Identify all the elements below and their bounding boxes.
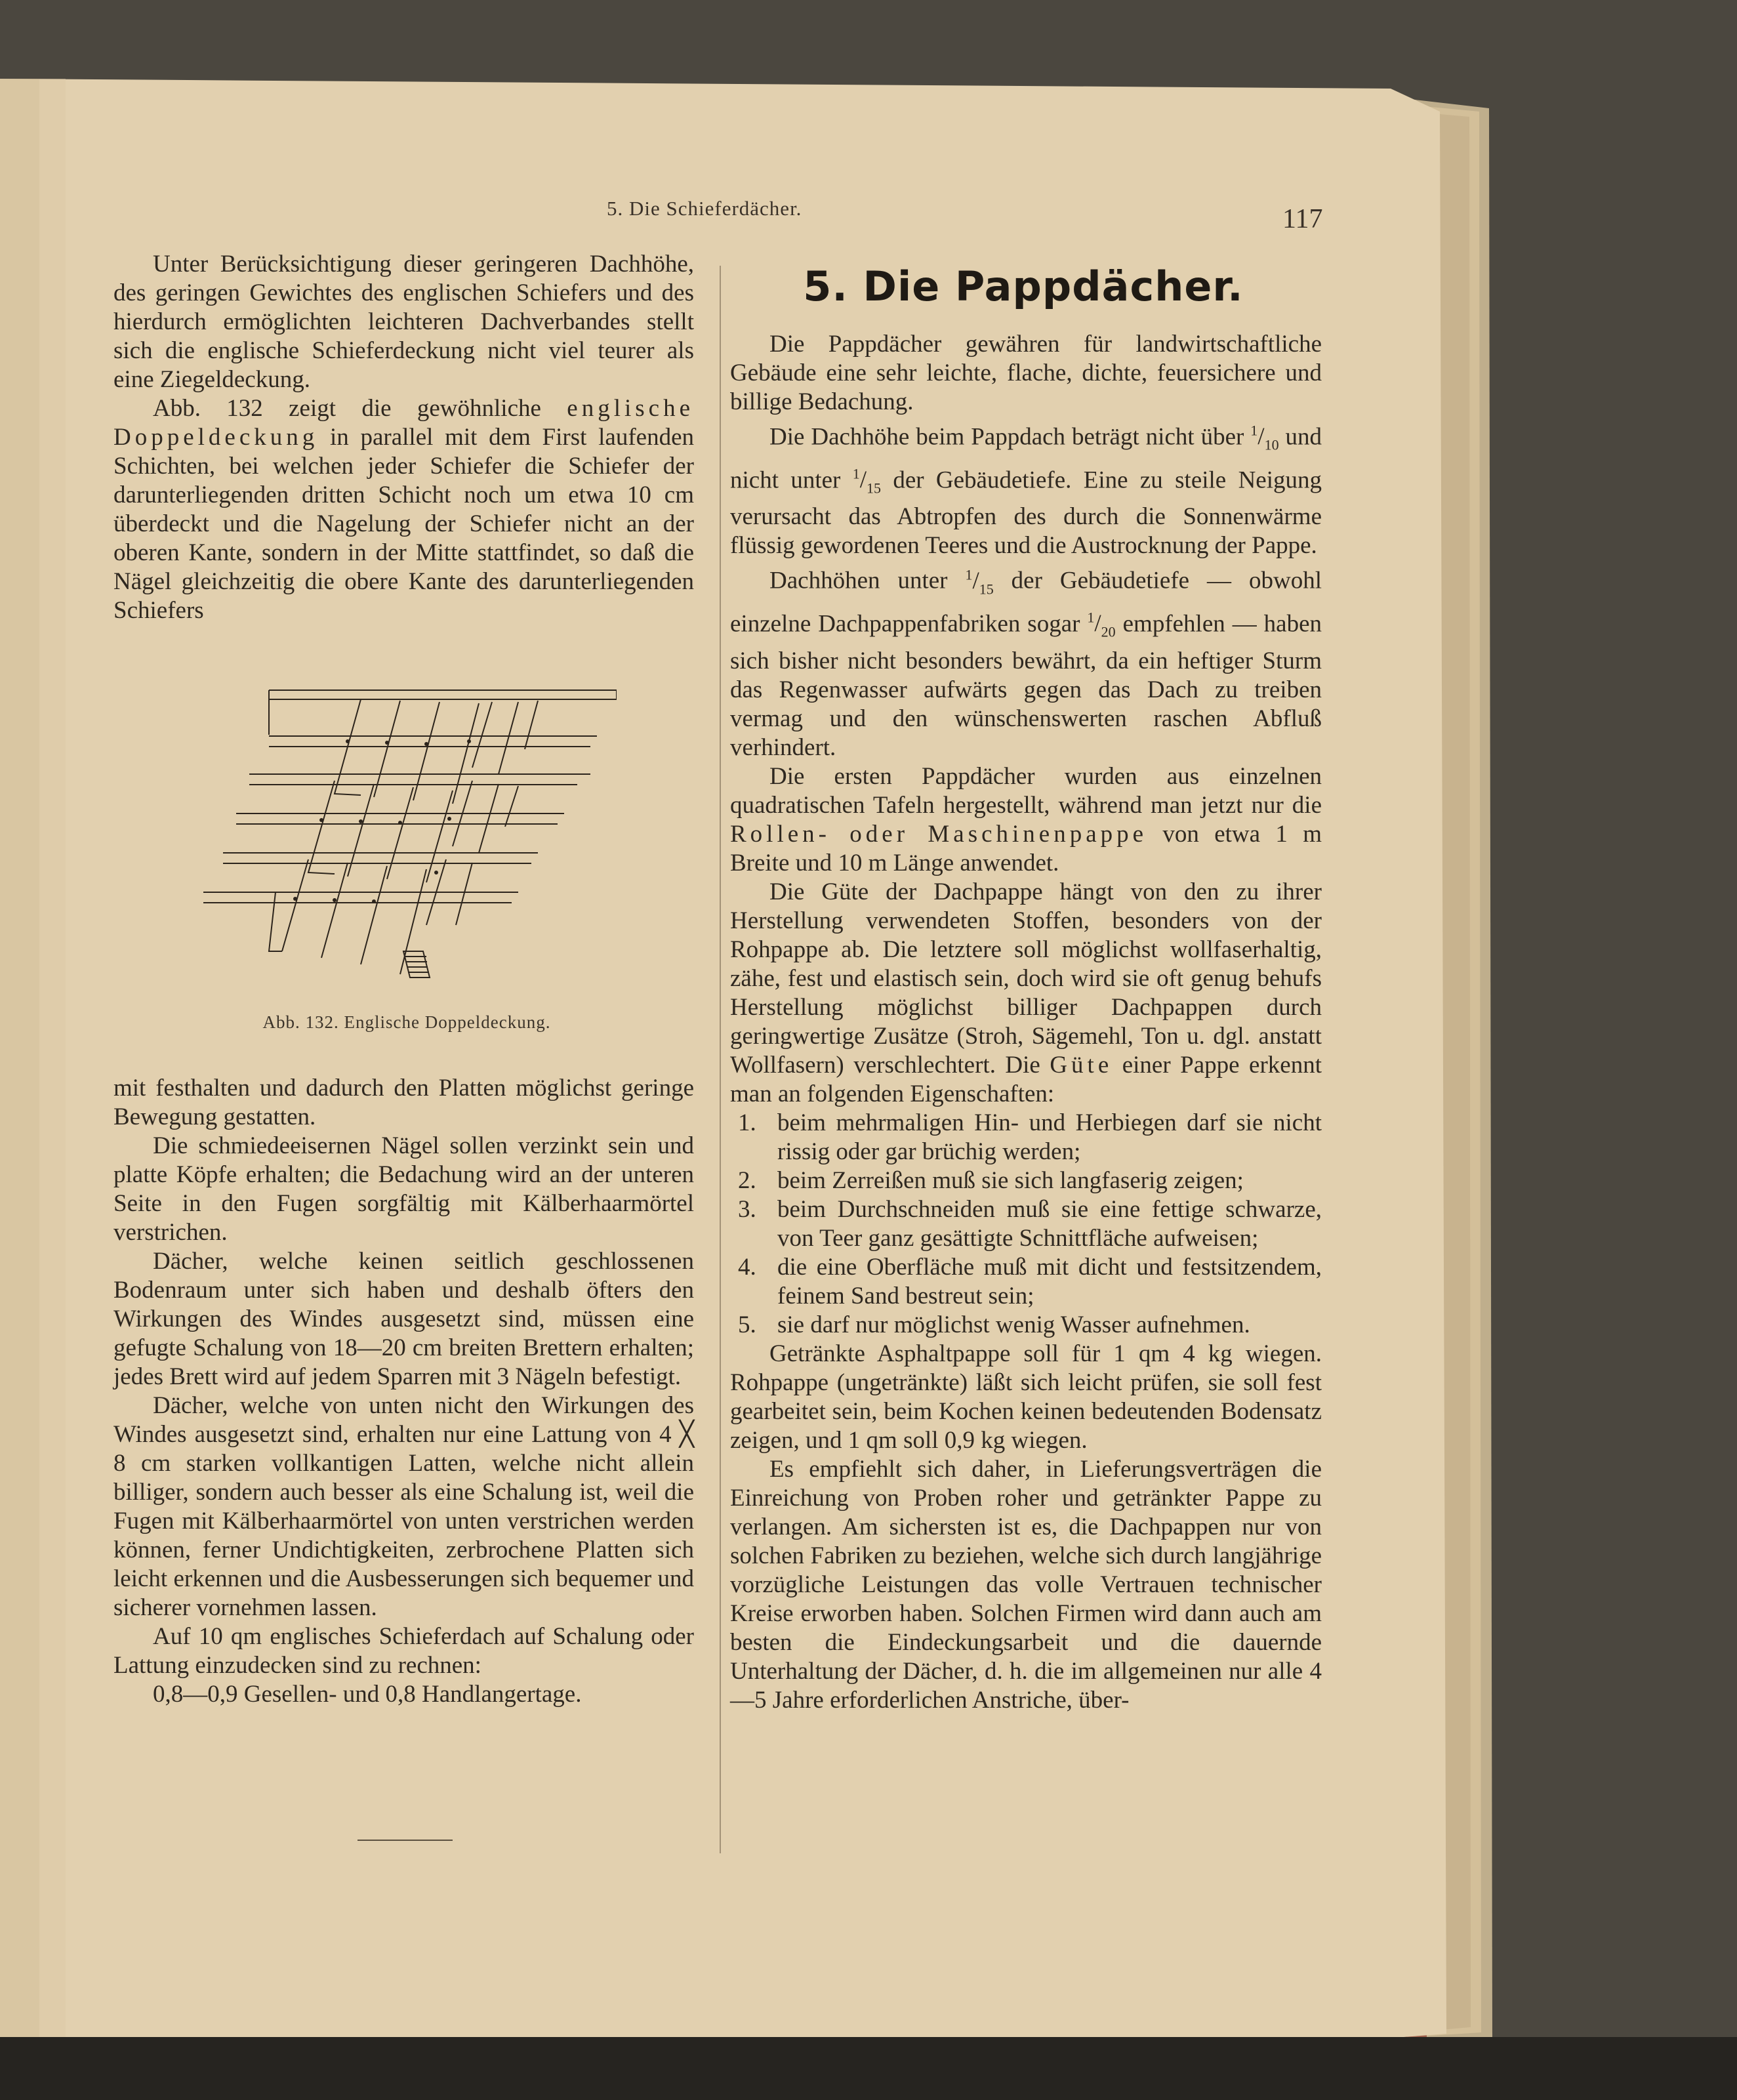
text-run: von etwa 1 m Breite und 10 m Länge anwendet. xyxy=(730,820,1322,876)
list-item xyxy=(738,1195,1322,1253)
fraction-denominator: 15 xyxy=(979,581,994,598)
text-run: empfehlen — haben sich bisher nicht besonders bewährt, da ein heftiger Sturm das Regenwasser aufwärts gegen das Dach zu treiben vermag und den wünschenswerten raschen Abfluß verhindert. xyxy=(730,610,1322,761)
fraction: $^1/_{15}$ xyxy=(852,465,881,497)
fraction: $^1/_{15}$ xyxy=(965,566,994,598)
paragraph xyxy=(730,762,1322,878)
text-run: der Gebäudetiefe. Eine zu steile Neigung verursacht das Abtropfen des durch die Sonnenwärme flüssig gewordenen Teeres und die Austrocknung der Pappe. xyxy=(730,466,1322,560)
text-run: der Gebäudetiefe — obwohl einzelne Dachpappenfabriken sogar xyxy=(730,567,1322,638)
paragraph: Getränkte Asphaltpappe soll für 1 qm 4 kg wiegen. Rohpappe (ungetränkte) läßt sich leicht prüfen, sie soll fest gearbeitet sein, beim Kochen keinen bedeutenden Bodensatz zeigen, und 1 qm soll 0,9 kg wiegen. xyxy=(730,1340,1322,1454)
spaced-term: Güte xyxy=(1050,1051,1113,1079)
paragraph: Dächer, welche keinen seitlich geschlossenen Bodenraum unter sich haben und deshalb öfters den Wirkungen des Windes ausgesetzt sind, müssen eine gefugte Schalung von 18—20 cm breiten Brettern erhalten; jedes Brett wird auf jedem Sparren mit 3 Nägeln befestigt. xyxy=(113,1248,694,1390)
list-item xyxy=(738,1253,1322,1311)
list-text: sie darf nur möglichst wenig Wasser aufnehmen. xyxy=(777,1311,1250,1338)
list-number: 1. xyxy=(738,1109,756,1136)
text-run: in parallel mit dem First laufenden Schichten, bei welchen jeder Schiefer die Schiefer der darunterliegenden dritten Schicht noch um etwa 10 cm überdeckt und die Nagelung der Schiefer nicht an der oberen Kante, sondern in der Mitte stattfindet, so daß die Nägel gleichzeitig die obere Kante des darunterliegenden Schiefers xyxy=(113,424,694,624)
property-list xyxy=(738,1109,1322,1340)
spaced-term: Rollen- oder Maschinenpappe xyxy=(730,820,1148,848)
text-run: und nicht unter xyxy=(730,423,1322,494)
page-number: 117 xyxy=(1282,204,1323,234)
text-run: Dachhöhen unter xyxy=(769,567,966,594)
fraction: $^1/_{20}$ xyxy=(1087,609,1116,640)
figure-englische-doppeldeckung xyxy=(197,676,617,1010)
paragraph: mit festhalten und dadurch den Platten möglichst geringe Bewegung gestatten. xyxy=(113,1075,694,1130)
fraction-numerator: 1 xyxy=(852,465,860,482)
right-column xyxy=(730,330,1322,1715)
paragraph: Die Pappdächer gewähren für landwirtschaftliche Gebäude eine sehr leichte, flache, dichte, feuersichere und billige Bedachung. xyxy=(730,331,1322,415)
paragraph: Die schmiedeeisernen Nägel sollen verzinkt sein und platte Köpfe erhalten; die Bedachung wird an der unteren Seite in den Fugen sorgfältig mit Kälberhaarmörtel verstrichen. xyxy=(113,1132,694,1246)
fraction: $^1/_{10}$ xyxy=(1250,422,1279,453)
list-text: beim Durchschneiden muß sie eine fettige schwarze, von Teer ganz gesättigte Schnittfläche aufweisen; xyxy=(777,1195,1322,1252)
fraction-numerator: 1 xyxy=(1250,422,1258,439)
text-run: Die Güte der Dachpappe hängt von den zu ihrer Herstellung verwendeten Stoffen, besonders von der Rohpappe ab. Die letztere soll möglichst wollfaserhaltig, zähe, fest und elastisch sein, doch wird sie oft genug behufs Herstellung möglichst billiger Dachpappen durch geringwertige Zusätze (Stroh, Sägemehl, Ton u. dgl. anstatt Wollfasern) verschlechtert. Die xyxy=(730,878,1322,1079)
spaced-term: englische Doppeldeckung xyxy=(113,395,694,451)
list-number: 3. xyxy=(738,1195,756,1223)
paragraph: Dächer, welche von unten nicht den Wirkungen des Windes ausgesetzt sind, erhalten nur eine Lattung von 4 ╳ 8 cm starken vollkantigen Latten, welche nicht allein billiger, sondern auch besser als eine Schalung ist, weil die Fugen mit Kälberhaarmörtel von unten verstrichen werden können, ferner Undichtigkeiten, zerbrochene Platten sich leicht erkennen und die Ausbesserungen sich bequemer und sicherer vornehmen lassen. xyxy=(113,1392,694,1621)
text-run: Die Dachhöhe beim Pappdach beträgt nicht über xyxy=(769,423,1251,451)
list-item xyxy=(738,1311,1322,1340)
paragraph xyxy=(730,560,1322,762)
left-column xyxy=(113,250,694,625)
list-number: 5. xyxy=(738,1311,756,1338)
list-text: beim mehrmaligen Hin- und Herbiegen darf sie nicht rissig oder gar brüchig werden; xyxy=(777,1109,1322,1165)
paragraph xyxy=(113,394,694,625)
fraction-denominator: 10 xyxy=(1264,436,1279,453)
paragraph: Auf 10 qm englisches Schieferdach auf Schalung oder Lattung einzudecken sind zu rechnen: xyxy=(113,1623,694,1679)
running-head: 5. Die Schieferdächer. xyxy=(607,197,802,220)
list-text: beim Zerreißen muß sie sich langfaserig zeigen; xyxy=(777,1166,1244,1194)
figure-caption: Abb. 132. Englische Doppeldeckung. xyxy=(262,1012,551,1032)
list-item xyxy=(738,1109,1322,1166)
fraction-numerator: 1 xyxy=(1087,609,1095,627)
paragraph: Es empfiehlt sich daher, in Lieferungsverträgen die Einreichung von Proben roher und getränkter Pappe zu verlangen. Am sichersten ist es, die Dachpappen nur von solchen Fabriken zu beziehen, welche sich durch langjährige vorzügliche Leistungen das volle Vertrauen technischer Kreise erworben haben. Solchen Firmen wird dann auch am besten die Eindeckungsarbeit und die dauernde Unterhaltung der Dächer, d. h. die im allgemeinen nur alle 4—5 Jahre erforderlichen Anstriche, über- xyxy=(730,1455,1322,1714)
left-column-continued xyxy=(113,1074,694,1709)
paragraph xyxy=(730,417,1322,560)
paragraph xyxy=(730,878,1322,1109)
list-number: 4. xyxy=(738,1253,756,1281)
text-run: Abb. 132 zeigt die gewöhnliche xyxy=(153,395,541,422)
section-heading: 5. Die Pappdächer. xyxy=(803,262,1244,310)
list-number: 2. xyxy=(738,1166,756,1194)
paragraph: 0,8—0,9 Gesellen- und 0,8 Handlangertage. xyxy=(153,1681,582,1708)
list-text: die eine Oberfläche muß mit dicht und festsitzendem, feinem Sand bestreut sein; xyxy=(777,1253,1322,1309)
paragraph: Unter Berücksichtigung dieser geringeren Dachhöhe, des geringen Gewichtes des englischen Schiefers und des hierdurch ermöglichten leichteren Dachverbandes stellt sich die englische Schieferdeckung nicht viel teurer als eine Ziegeldeckung. xyxy=(113,251,694,393)
list-item xyxy=(738,1166,1322,1195)
text-run: Die ersten Pappdächer wurden aus einzelnen quadratischen Tafeln hergestellt, während man jetzt nur die xyxy=(730,762,1322,819)
fraction-denominator: 20 xyxy=(1101,623,1116,640)
fraction-numerator: 1 xyxy=(965,566,973,583)
fraction-denominator: 15 xyxy=(866,480,881,497)
text-run: einer Pappe erkennt man an folgenden Eigenschaften: xyxy=(730,1051,1322,1107)
